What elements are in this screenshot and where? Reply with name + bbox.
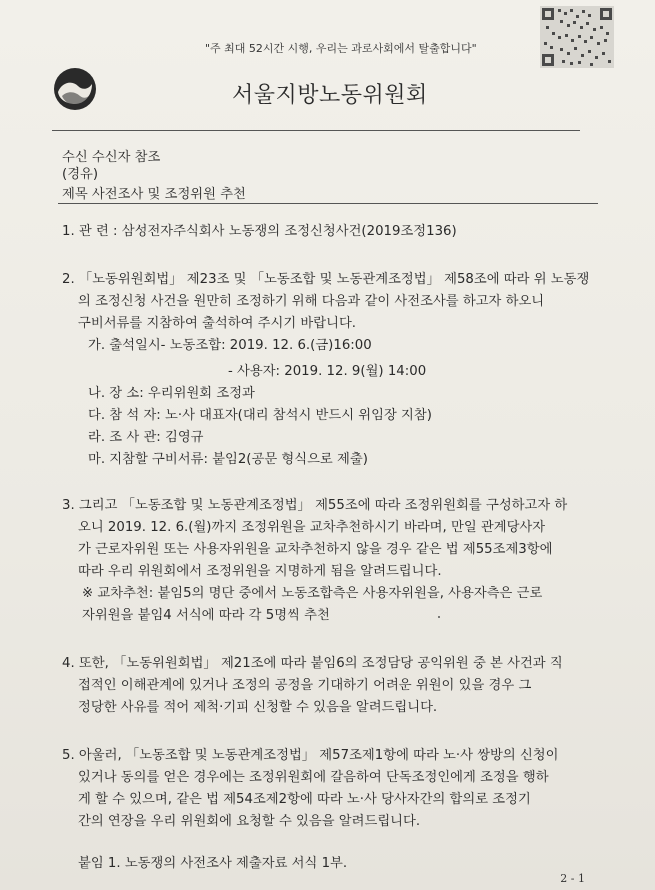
item-3-line: 가 근로자위원 또는 사용자위원을 교차추천하지 않을 경우 같은 법 제55조제3항에: [78, 542, 553, 557]
header-divider: [52, 130, 580, 131]
item-5-line: 게 할 수 있으며, 같은 법 제54조제2항에 따라 노·사 당사자간의 합의로 조정기: [78, 792, 531, 807]
item-2-sub: 가. 출석일시- 노동조합: 2019. 12. 6.(금)16:00: [88, 338, 372, 353]
item-3-line: 자위원을 붙임4 서식에 따라 각 5명씩 추천: [82, 608, 330, 623]
scan-speck: [438, 616, 440, 618]
page-number: 2 - 1: [560, 872, 585, 885]
item-2-sub: 라. 조 사 관: 김영규: [88, 430, 204, 445]
item-3-line: ※ 교차추천: 붙임5의 명단 중에서 노동조합측은 사용자위원을, 사용자측은 근로: [82, 586, 543, 601]
via-line: (경유): [62, 167, 99, 182]
item-5-line: 있거나 동의를 얻은 경우에는 조정위원회에 갈음하여 단독조정인에게 조정을 행하: [78, 770, 549, 785]
item-2-sub: 다. 참 석 자: 노·사 대표자(대리 참석시 반드시 위임장 지참): [88, 408, 432, 423]
organization-title: 서울지방노동위원회: [232, 83, 428, 108]
item-2-sub: 나. 장 소: 우리위원회 조정과: [88, 386, 255, 401]
item-4-line: 4. 또한, 「노동위원회법」 제21조에 따라 붙임6의 조정담당 공익위원 중 본 사건과 직: [62, 656, 563, 671]
item-5-line: 5. 아울러, 「노동조합 및 노동관계조정법」 제57조제1항에 따라 노·사 쌍방의 신청이: [62, 748, 559, 763]
item-2-line: 2. 「노동위원회법」 제23조 및 「노동조합 및 노동관계조정법」 제58조에 따라 위 노동쟁: [62, 272, 590, 287]
item-3-line: 3. 그리고 「노동조합 및 노동관계조정법」 제55조에 따라 조정위원회를 구성하고자 하: [62, 498, 568, 513]
item-2-sub: - 사용자: 2019. 12. 9(월) 14:00: [228, 364, 427, 379]
item-1: 1. 관 련 : 삼성전자주식회사 노동쟁의 조정신청사건(2019조정136): [62, 224, 457, 239]
item-3-line: 따라 우리 위원회에서 조정위원을 지명하게 됨을 알려드립니다.: [78, 564, 442, 579]
subject-divider: [58, 203, 598, 204]
item-4-line: 정당한 사유를 적어 제척·기피 신청할 수 있음을 알려드립니다.: [78, 700, 438, 715]
item-2-line: 구비서류를 지참하여 출석하여 주시기 바랍니다.: [78, 316, 357, 331]
item-2-sub: 마. 지참할 구비서류: 붙임2(공문 형식으로 제출): [88, 452, 368, 467]
recipient-line: 수신 수신자 참조: [62, 150, 161, 165]
attachment-line: 붙임 1. 노동쟁의 사전조사 제출자료 서식 1부.: [78, 856, 348, 871]
item-3-line: 오니 2019. 12. 6.(월)까지 조정위원을 교차추천하시기 바라며, 만일 관계당사자: [78, 520, 546, 535]
subject-line: 제목 사전조사 및 조정위원 추천: [62, 187, 246, 202]
item-4-line: 접적인 이해관계에 있거나 조정의 공정을 기대하기 어려운 위원이 있을 경우 그: [78, 678, 532, 693]
item-2-line: 의 조정신청 사건을 원만히 조정하기 위해 다음과 같이 사전조사를 하고자 하오니: [78, 294, 545, 309]
qr-code-icon: [540, 6, 614, 68]
government-logo-icon: [52, 66, 98, 112]
slogan: "주 최대 52시간 시행, 우리는 과로사회에서 탈출합니다": [205, 42, 477, 55]
item-5-line: 간의 연장을 우리 위원회에 요청할 수 있음을 알려드립니다.: [78, 814, 421, 829]
